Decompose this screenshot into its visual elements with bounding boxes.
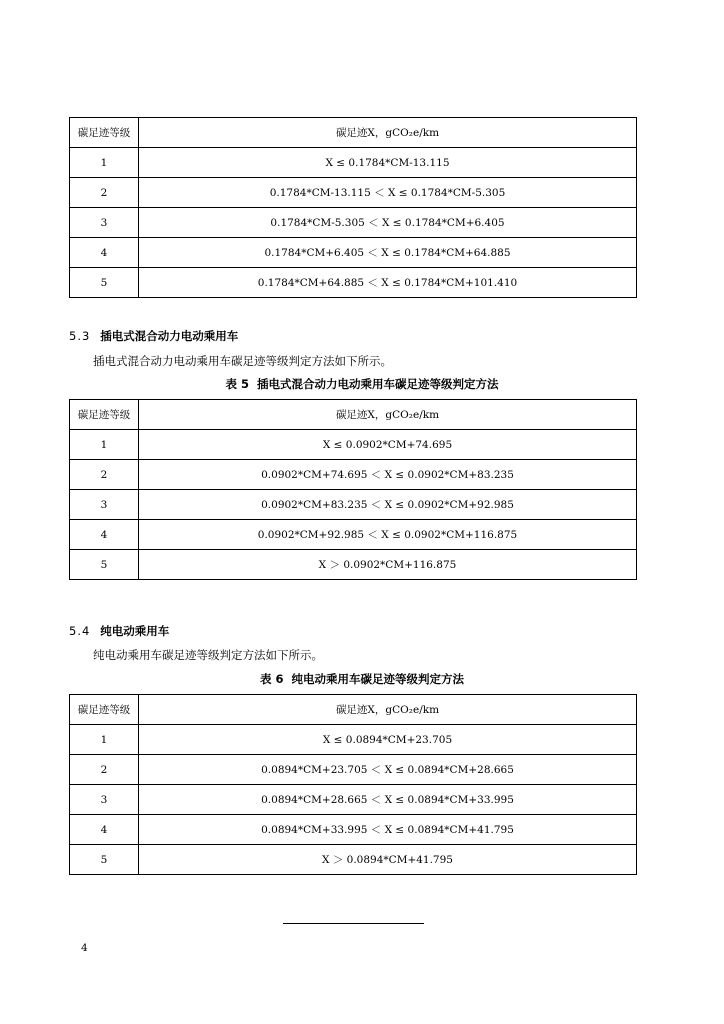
end-rule [283,923,424,924]
grade-cell: 5 [70,268,139,298]
section-number: 5.4 [69,624,91,638]
range-cell: X ＞ 0.0894*CM+41.795 [139,845,637,875]
caption-label: 表 5 [225,377,249,391]
table-row [70,520,637,550]
range-cell: 0.0902*CM+74.695 ＜ X ≤ 0.0902*CM+83.235 [139,460,637,490]
grade-cell: 5 [70,550,139,580]
page-number: 4 [81,942,88,954]
caption-text: 插电式混合动力电动乘用车碳足迹等级判定方法 [257,377,499,391]
grade-table-phev [69,399,637,580]
grade-cell: 2 [70,178,139,208]
range-cell: 0.1784*CM+6.405 ＜ X ≤ 0.1784*CM+64.885 [139,238,637,268]
range-cell: 0.0894*CM+28.665 ＜ X ≤ 0.0894*CM+33.995 [139,785,637,815]
section-5-3-heading [69,328,238,344]
table-row [70,268,637,298]
header-grade: 碳足迹等级 [70,400,139,430]
range-cell: 0.0902*CM+83.235 ＜ X ≤ 0.0902*CM+92.985 [139,490,637,520]
table-row [70,550,637,580]
grade-cell: 3 [70,208,139,238]
range-cell: 0.0902*CM+92.985 ＜ X ≤ 0.0902*CM+116.875 [139,520,637,550]
range-cell: X ≤ 0.0894*CM+23.705 [139,725,637,755]
header-value: 碳足迹X，gCO₂e/km [139,118,637,148]
range-cell: 0.1784*CM+64.885 ＜ X ≤ 0.1784*CM+101.410 [139,268,637,298]
section-title: 纯电动乘用车 [100,624,170,638]
header-grade: 碳足迹等级 [70,695,139,725]
range-cell: X ≤ 0.1784*CM-13.115 [139,148,637,178]
table-row [70,815,637,845]
grade-cell: 4 [70,238,139,268]
table-row [70,148,637,178]
grade-cell: 1 [70,725,139,755]
grade-cell: 4 [70,520,139,550]
caption-label: 表 6 [259,672,284,686]
range-cell: 0.1784*CM-13.115 ＜ X ≤ 0.1784*CM-5.305 [139,178,637,208]
header-grade: 碳足迹等级 [70,118,139,148]
table-row [70,785,637,815]
table-header-row [70,695,637,725]
caption-text: 纯电动乘用车碳足迹等级判定方法 [291,672,464,686]
section-title: 插电式混合动力电动乘用车 [100,329,239,343]
grade-cell: 2 [70,755,139,785]
grade-cell: 5 [70,845,139,875]
table-row [70,490,637,520]
table-row [70,845,637,875]
grade-cell: 3 [70,490,139,520]
table-5-caption [0,376,724,392]
grade-table-icev [69,117,637,298]
section-number: 5.3 [69,329,91,343]
table-header-row [70,118,637,148]
range-cell: X ≤ 0.0902*CM+74.695 [139,430,637,460]
section-5-4-paragraph: 纯电动乘用车碳足迹等级判定方法如下所示。 [93,648,323,662]
header-value: 碳足迹X，gCO₂e/km [139,400,637,430]
section-5-4-heading [69,623,169,639]
grade-cell: 4 [70,815,139,845]
range-cell: 0.0894*CM+33.995 ＜ X ≤ 0.0894*CM+41.795 [139,815,637,845]
table-row [70,178,637,208]
table-header-row [70,400,637,430]
range-cell: 0.0894*CM+23.705 ＜ X ≤ 0.0894*CM+28.665 [139,755,637,785]
table-row [70,755,637,785]
range-cell: X ＞ 0.0902*CM+116.875 [139,550,637,580]
grade-cell: 1 [70,148,139,178]
table-row [70,208,637,238]
grade-cell: 1 [70,430,139,460]
header-value: 碳足迹X，gCO₂e/km [139,695,637,725]
table-row [70,725,637,755]
table-row [70,238,637,268]
grade-table-bev [69,694,637,875]
range-cell: 0.1784*CM-5.305 ＜ X ≤ 0.1784*CM+6.405 [139,208,637,238]
table-row [70,460,637,490]
table-6-caption [0,671,724,687]
grade-cell: 3 [70,785,139,815]
grade-cell: 2 [70,460,139,490]
table-row [70,430,637,460]
section-5-3-paragraph: 插电式混合动力电动乘用车碳足迹等级判定方法如下所示。 [93,354,392,368]
